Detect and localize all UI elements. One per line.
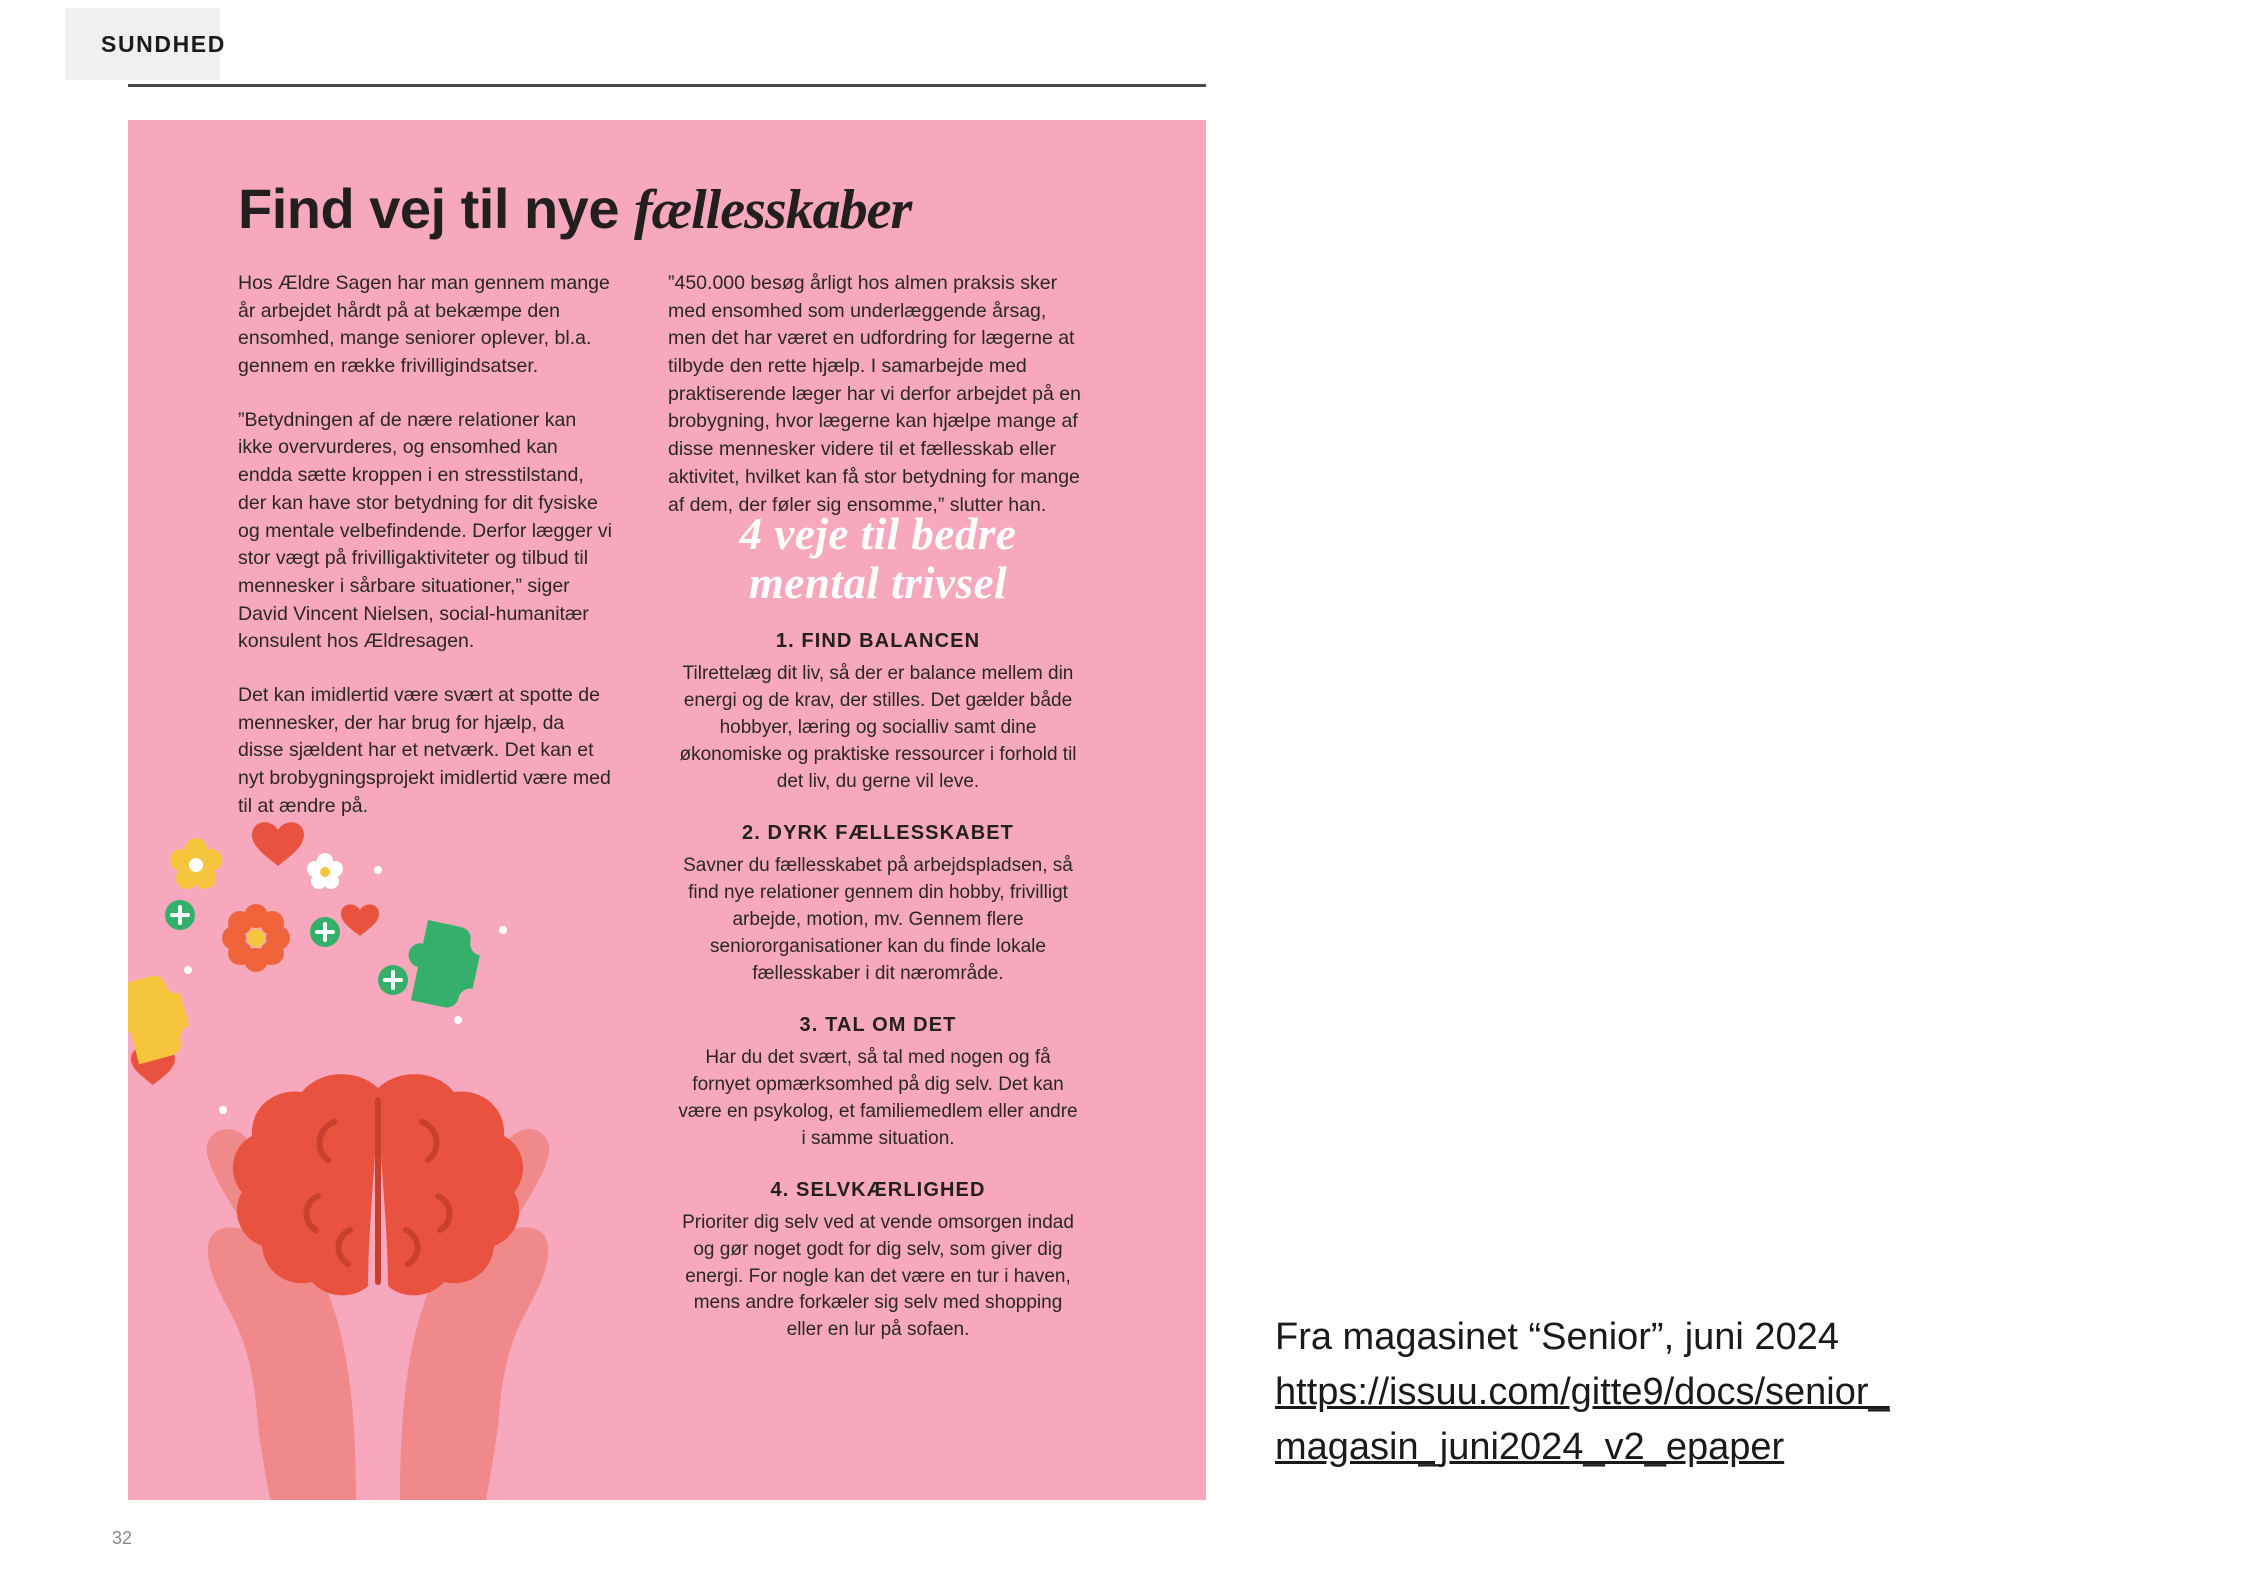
tip-heading: 2. DYRK FÆLLESSKABET [741,821,1015,844]
body-paragraph: ”Betydningen af de nære relationer kan ikke overvurderes, og ensomhed kan endda sætte kroppen i en stresstilstand, der kan have stor betydning for dit fysiske og mentale velbefindende. Derfor lægger vi stor vægt på frivilligaktiviteter og tilbud til mennesker i sårbare situationer,” siger David Vincent Nielsen, social-humanitær konsulent hos Ældresagen. [238,408,612,653]
puzzle-piece-green-icon [399,918,485,1013]
body-paragraph: Hos Ældre Sagen har man gennem mange år arbejdet hårdt på at bekæmpe den ensomhed, mange seniorer oplever, bl.a. gennem en række frivilligindsatser. [238,272,610,378]
tip-item [668,1179,1088,1345]
article-panel [128,120,1206,1500]
page-number: 32 [112,1528,133,1548]
flower-orange-icon [222,904,290,972]
flower-yellow-icon [170,838,222,889]
puzzle-piece-yellow-icon [128,970,195,1067]
tip-body: Tilrettelæg dit liv, så der er balance mellem din energi og de krav, der stilles. Det gælder både hobbyer, læring og socialliv samt dine økonomiske og praktiske ressourcer i forhold til det liv, du gerne vil leve. [679,663,1077,792]
tips-title-line-2: mental trivsel [748,557,1008,608]
headline-italic: fællesskaber [634,179,912,241]
headline-regular: Find vej til nye [238,177,635,240]
tip-item [668,1014,1088,1153]
tip-item [668,630,1088,796]
section-kicker-label: SUNDHED [101,30,226,57]
article-headline [238,177,1138,241]
magazine-page [60,0,1200,1587]
flower-white-icon [307,853,343,889]
tip-heading: 1. FIND BALANCEN [775,630,981,652]
tips-list [668,630,1088,1370]
body-column-left [238,270,613,846]
section-kicker-bar [65,8,226,80]
body-column-right [668,270,1088,545]
source-link-line-2[interactable]: magasin_juni2024_v2_epaper [1275,1426,1785,1469]
tips-title-line-1: 4 veje til bedre [739,509,1017,559]
tip-heading: 4. SELVKÆRLIGHED [770,1178,986,1201]
brain-in-hands-illustration [128,810,628,1500]
source-caption [1275,1310,2205,1475]
body-paragraph: ”450.000 besøg årligt hos almen praksis sker med ensomhed som underlæggende årsag, men det har været en udfordring for lægerne at tilbyde den rette hjælp. I samarbejde med praktiserende læger har vi derfor arbejdet på en brobygning, hvor lægerne kan hjælpe mange af disse mennesker videre til et fællesskab eller aktivitet, hvilket kan få stor betydning for mange af dem, der føler sig ensomme,” slutter han. [668,272,1081,516]
body-paragraph: Det kan imidlertid være svært at spotte de mennesker, der har brug for hjælp, da disse sjældent har et netværk. Det kan et nyt brobygningsprojekt imidlertid være med til at ændre på. [238,683,611,817]
tips-title [668,510,1088,607]
tip-body: Prioriter dig selv ved at vende omsorgen indad og gør noget godt for dig selv, som giver dig energi. For nogle kan det være en tur i haven, mens andre forkæler sig selv med shopping eller en lur på sofaen. [682,1211,1074,1341]
tip-body: Har du det svært, så tal med nogen og få fornyet opmærksomhed på dig selv. Det kan være en psykolog, et familiemedlem eller andre i samme situation. [678,1046,1078,1149]
header-divider [128,84,1206,87]
source-text: Fra magasinet “Senior”, juni 2024 [1275,1316,1839,1358]
brain-shape [233,1074,523,1295]
source-link-line-1[interactable]: https://issuu.com/gitte9/docs/senior_ [1275,1371,1890,1414]
tip-body: Savner du fællesskabet på arbejdspladsen, så find nye relationer gennem din hobby, frivilligt arbejde, motion, mv. Gennem flere seniororganisationer kan du finde lokale fællesskaber i dit nærområde. [683,854,1073,984]
tip-item [668,822,1088,988]
tip-heading: 3. TAL OM DET [799,1013,957,1036]
